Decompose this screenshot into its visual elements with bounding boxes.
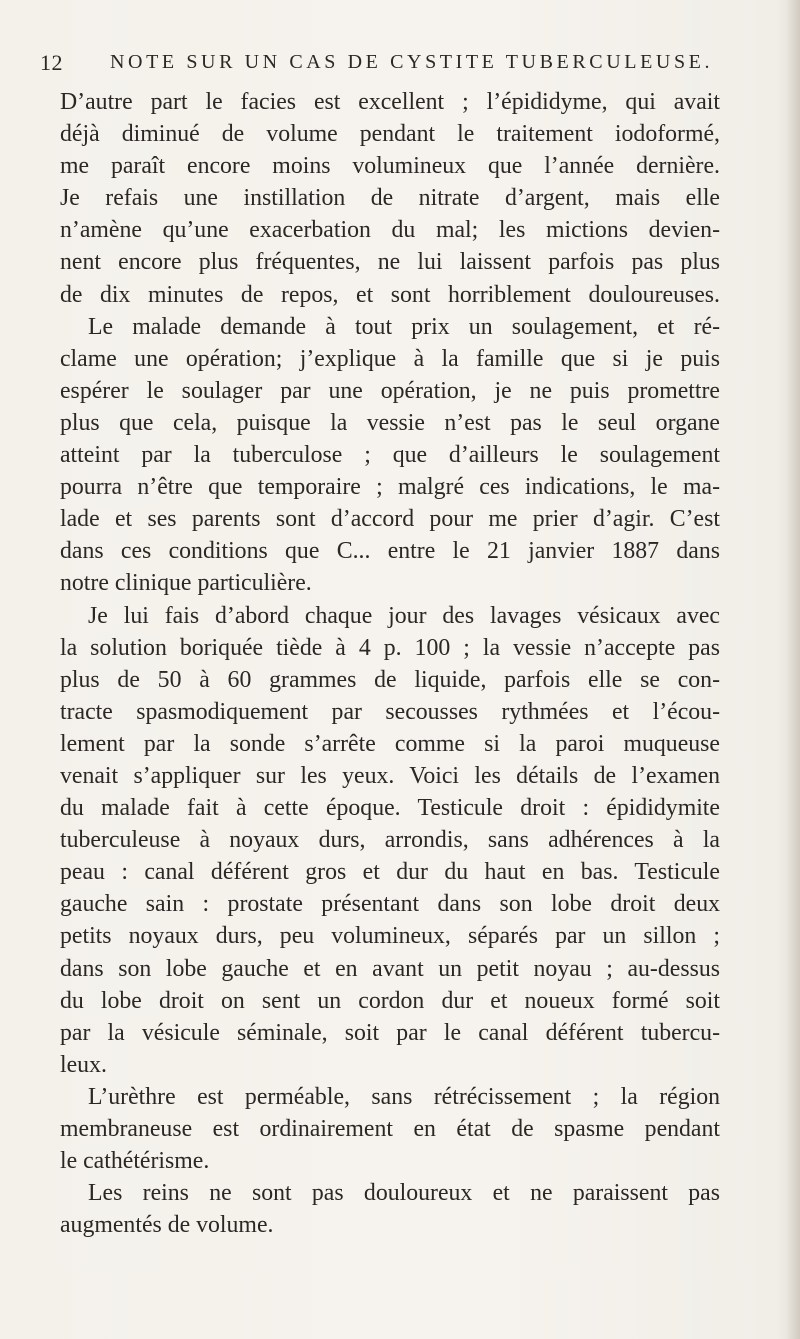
text-line: du malade fait à cette époque. Testicule droit : épididymite [60,795,720,822]
text-line: n’amène qu’une exacerbation du mal; les mictions devien- [60,217,720,244]
body-text [60,86,720,1241]
text-line: la solution boriquée tiède à 4 p. 100 ; la vessie n’accepte pas [60,634,720,661]
text-line: lade et ses parents sont d’accord pour me prier d’agir. C’est [60,506,720,533]
text-line: Je refais une instillation de nitrate d’argent, mais elle [60,185,720,212]
text-line: du lobe droit on sent un cordon dur et noueux formé soit [60,987,720,1014]
running-title: NOTE SUR UN CAS DE CYSTITE TUBERCULEUSE. [110,51,714,73]
text-line: plus que cela, puisque la vessie n’est pas le seul organe [60,409,720,436]
text-line: L’urèthre est perméable, sans rétrécissement ; la région [88,1083,720,1110]
page-number: 12 [40,50,63,75]
text-line: le cathétérisme. [60,1148,210,1175]
text-line: Je lui fais d’abord chaque jour des lavages vésicaux avec [88,602,720,629]
text-line: par la vésicule séminale, soit par le canal déférent tubercu- [60,1019,720,1046]
text-line: notre clinique particulière. [60,570,312,597]
text-line: dans son lobe gauche et en avant un petit noyau ; au-dessus [60,955,720,982]
text-line: D’autre part le facies est excellent ; l’épididyme, qui avait [60,89,720,115]
text-line: Le malade demande à tout prix un soulagement, et ré- [88,313,720,340]
text-line: espérer le soulager par une opération, je ne puis promettre [60,377,720,404]
text-line: leux. [60,1051,107,1078]
text-line: peau : canal déférent gros et dur du haut en bas. Testicule [60,859,720,886]
text-line: tracte spasmodiquement par secousses rythmées et l’écou- [60,698,720,725]
text-line: augmentés de volume. [60,1212,274,1239]
text-line: clame une opération; j’explique à la famille que si je puis [60,345,720,372]
text-line: venait s’appliquer sur les yeux. Voici les détails de l’examen [60,762,720,789]
text-line: gauche sain : prostate présentant dans son lobe droit deux [60,891,720,918]
text-line: de dix minutes de repos, et sont horriblement douloureuses. [60,281,720,308]
page-header [40,50,720,80]
text-line: plus de 50 à 60 grammes de liquide, parfois elle se con- [60,666,720,693]
text-line: pourra n’être que temporaire ; malgré ces indications, le ma- [60,474,720,501]
text-line: petits noyaux durs, peu volumineux, séparés par un sillon ; [60,923,720,950]
text-line: déjà diminué de volume pendant le traitement iodoformé, [60,121,720,148]
text-line: membraneuse est ordinairement en état de spasme pendant [60,1116,720,1142]
text-line: me paraît encore moins volumineux que l’année dernière. [60,153,720,180]
text-line: atteint par la tuberculose ; que d’ailleurs le soulagement [60,442,720,469]
text-line: nent encore plus fréquentes, ne lui laissent parfois pas plus [60,249,720,276]
page-edge-shadow [786,0,800,1339]
text-line: tuberculeuse à noyaux durs, arrondis, sans adhérences à la [60,827,720,854]
text-line: dans ces conditions que C... entre le 21 janvier 1887 dans [60,538,720,565]
text-line: Les reins ne sont pas douloureux et ne paraissent pas [88,1180,720,1207]
text-line: lement par la sonde s’arrête comme si la paroi muqueuse [60,730,720,757]
